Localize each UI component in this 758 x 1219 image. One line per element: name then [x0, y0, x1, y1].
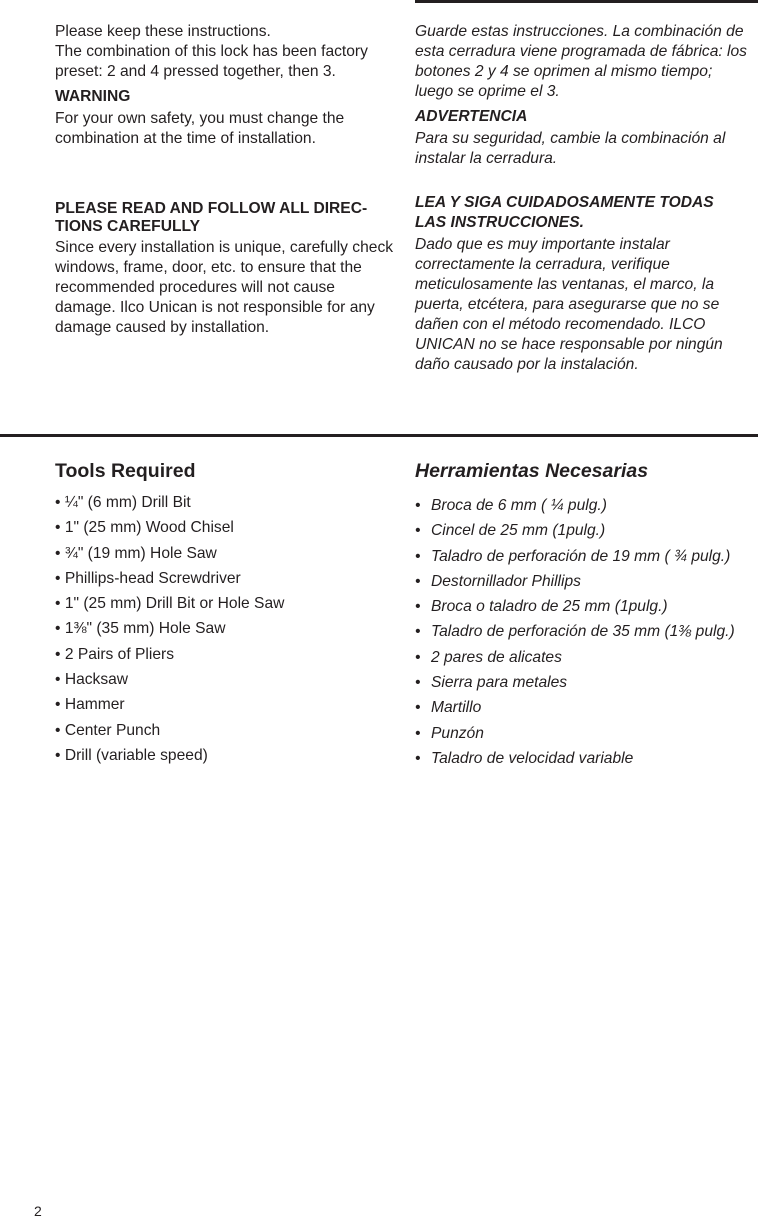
- list-item: • 2 Pairs of Pliers: [55, 645, 175, 663]
- bullet-icon: •: [415, 749, 421, 767]
- advertencia-text: Para su seguridad, cambie la combinación al instalar la cerradura.: [415, 130, 726, 167]
- bullet-icon: •: [415, 699, 421, 717]
- intro-keep-instructions: Please keep these instructions.: [55, 23, 271, 40]
- list-item: • Cincel de 25 mm (1pulg.): [415, 522, 606, 540]
- list-item: • Sierra para metales: [415, 674, 568, 692]
- directions-english: [55, 200, 395, 338]
- list-item: • Hammer: [55, 696, 125, 714]
- bullet-icon: •: [415, 497, 421, 514]
- tools-required-heading: Tools Required: [55, 460, 196, 482]
- tools-list-spanish: [415, 496, 735, 774]
- bullet-icon: •: [55, 696, 61, 714]
- intro-guarde-instrucciones: Guarde estas instrucciones. La combinación de esta cerradura viene programada de fábrica: los botones 2 y 4 se oprimen al mismo tiempo; luego se oprime el 3.: [415, 23, 747, 100]
- lea-siga-text: Dado que es muy importante instalar correctamente la cerradura, verifique meticulosamente las ventanas, el marco, la puerta, etcétera, para asegurarse que no se dañen con el método recomendado. ILCO UNICAN no se hace responsable por ningún daño causado por la instalación.: [415, 236, 723, 373]
- bullet-icon: •: [55, 746, 61, 764]
- list-item: • Martillo: [415, 699, 482, 717]
- bullet-icon: •: [55, 544, 61, 562]
- bullet-icon: •: [55, 671, 61, 689]
- page-number: 2: [34, 1203, 42, 1219]
- directions-spanish: [415, 193, 740, 375]
- list-item: • Broca o taladro de 25 mm (1pulg.): [415, 598, 668, 616]
- list-item: • Taladro de perforación de 35 mm (1⅜ pulg.): [415, 623, 735, 641]
- list-item: • 2 pares de alicates: [415, 648, 562, 666]
- list-item: • ¼" (6 mm) Drill Bit: [55, 494, 191, 511]
- advertencia-heading: ADVERTENCIA: [415, 108, 528, 125]
- bullet-icon: •: [55, 645, 61, 663]
- list-item: • Taladro de velocidad variable: [415, 749, 634, 767]
- list-item: • Drill (variable speed): [55, 746, 208, 764]
- list-item: • ¾" (19 mm) Hole Saw: [55, 544, 217, 562]
- lea-siga-heading: LEA Y SIGA CUIDADOSAMENTE TODAS LAS INSTRUCCIONES.: [415, 194, 714, 231]
- directions-heading: PLEASE READ AND FOLLOW ALL DIREC-TIONS CAREFULLY: [55, 200, 368, 235]
- bullet-icon: •: [55, 569, 61, 587]
- bullet-icon: •: [55, 595, 61, 613]
- bullet-icon: •: [415, 674, 421, 692]
- list-item: • Phillips-head Screwdriver: [55, 569, 241, 587]
- bullet-icon: •: [55, 519, 61, 537]
- list-item: • Destornillador Phillips: [415, 572, 581, 590]
- intro-spanish: [415, 22, 750, 169]
- warning-heading: WARNING: [55, 88, 131, 105]
- bullet-icon: •: [415, 522, 421, 540]
- bullet-icon: •: [415, 547, 421, 565]
- list-item: • Punzón: [415, 724, 484, 742]
- list-item: • 1⅜" (35 mm) Hole Saw: [55, 620, 226, 638]
- bullet-icon: •: [415, 598, 421, 616]
- list-item: • Broca de 6 mm ( ¼ pulg.): [415, 497, 607, 514]
- bullet-icon: •: [415, 572, 421, 590]
- intro-english: [55, 22, 395, 149]
- bullet-icon: •: [55, 620, 61, 638]
- list-item: • Hacksaw: [55, 671, 129, 689]
- list-item: • 1" (25 mm) Drill Bit or Hole Saw: [55, 595, 285, 613]
- middle-rule: [0, 434, 758, 437]
- bullet-icon: •: [415, 648, 421, 666]
- bullet-icon: •: [55, 721, 61, 739]
- intro-factory-preset: The combination of this lock has been factory preset: 2 and 4 pressed together, then 3.: [55, 43, 368, 80]
- list-item: • 1" (25 mm) Wood Chisel: [55, 519, 234, 537]
- bullet-icon: •: [55, 494, 61, 511]
- tools-list-english: [55, 493, 284, 771]
- directions-text: Since every installation is unique, carefully check windows, frame, door, etc. to ensure that the recommended procedures will not cause damage. Ilco Unican is not responsible for any damage caused by installation.: [55, 239, 394, 336]
- bullet-icon: •: [415, 623, 421, 641]
- list-item: • Taladro de perforación de 19 mm ( ¾ pulg.): [415, 547, 731, 565]
- bullet-icon: •: [415, 724, 421, 742]
- list-item: • Center Punch: [55, 721, 161, 739]
- herramientas-heading: Herramientas Necesarias: [415, 460, 649, 482]
- warning-text: For your own safety, you must change the combination at the time of installation.: [55, 110, 345, 147]
- top-rule: [415, 0, 758, 3]
